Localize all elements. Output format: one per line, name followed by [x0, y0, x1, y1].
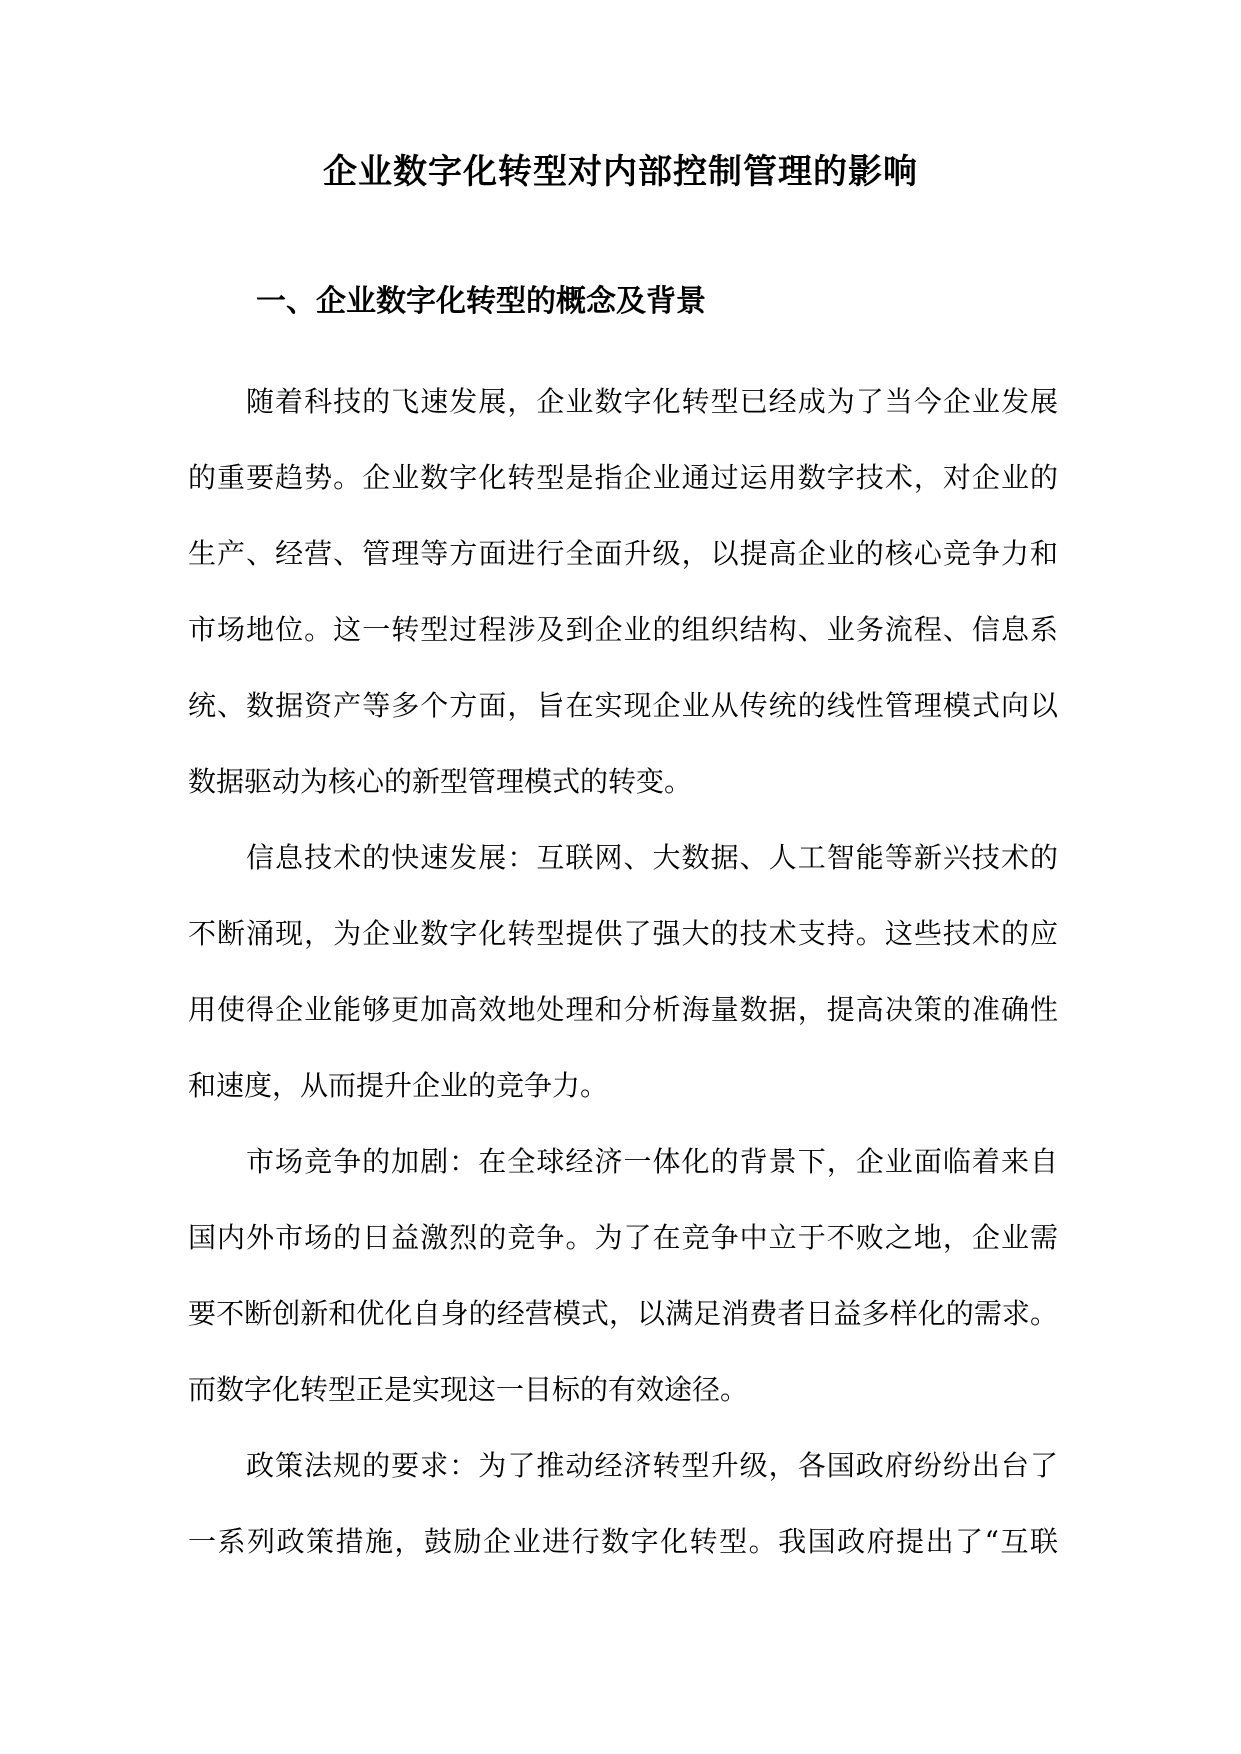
paragraph-line: 统、数据资产等多个方面，旨在实现企业从传统的线性管理模式向以 — [188, 689, 1058, 722]
paragraph-line: 不断涌现，为企业数字化转型提供了强大的技术支持。这些技术的应 — [188, 917, 1058, 950]
document-title: 企业数字化转型对内部控制管理的影响 — [323, 152, 918, 192]
paragraph-line: 随着科技的飞速发展，企业数字化转型已经成为了当今企业发展 — [246, 385, 1058, 418]
paragraph-line: 市场竞争的加剧：在全球经济一体化的背景下，企业面临着来自 — [246, 1145, 1058, 1178]
paragraph-line: 的重要趋势。企业数字化转型是指企业通过运用数字技术，对企业的 — [188, 461, 1058, 494]
paragraph-line: 一系列政策措施，鼓励企业进行数字化转型。我国政府提出了“互联 — [188, 1525, 1058, 1558]
paragraph-line: 而数字化转型正是实现这一目标的有效途径。 — [188, 1373, 749, 1406]
paragraph-line: 政策法规的要求：为了推动经济转型升级，各国政府纷纷出台了 — [246, 1449, 1058, 1482]
section-heading: 一、企业数字化转型的概念及背景 — [256, 284, 706, 319]
paragraph-line: 市场地位。这一转型过程涉及到企业的组织结构、业务流程、信息系 — [188, 613, 1058, 646]
paragraph-line: 国内外市场的日益激烈的竞争。为了在竞争中立于不败之地，企业需 — [188, 1221, 1058, 1254]
paragraph-line: 数据驱动为核心的新型管理模式的转变。 — [188, 765, 693, 798]
paragraph-line: 用使得企业能够更加高效地处理和分析海量数据，提高决策的准确性 — [188, 993, 1058, 1026]
body-text — [188, 364, 1058, 1580]
paragraph-line: 生产、经营、管理等方面进行全面升级，以提高企业的核心竞争力和 — [188, 537, 1058, 570]
paragraph-line: 要不断创新和优化自身的经营模式，以满足消费者日益多样化的需求。 — [188, 1297, 1058, 1330]
paragraph-line: 和速度，从而提升企业的竞争力。 — [188, 1069, 609, 1102]
paragraph-line: 信息技术的快速发展：互联网、大数据、人工智能等新兴技术的 — [246, 841, 1058, 874]
